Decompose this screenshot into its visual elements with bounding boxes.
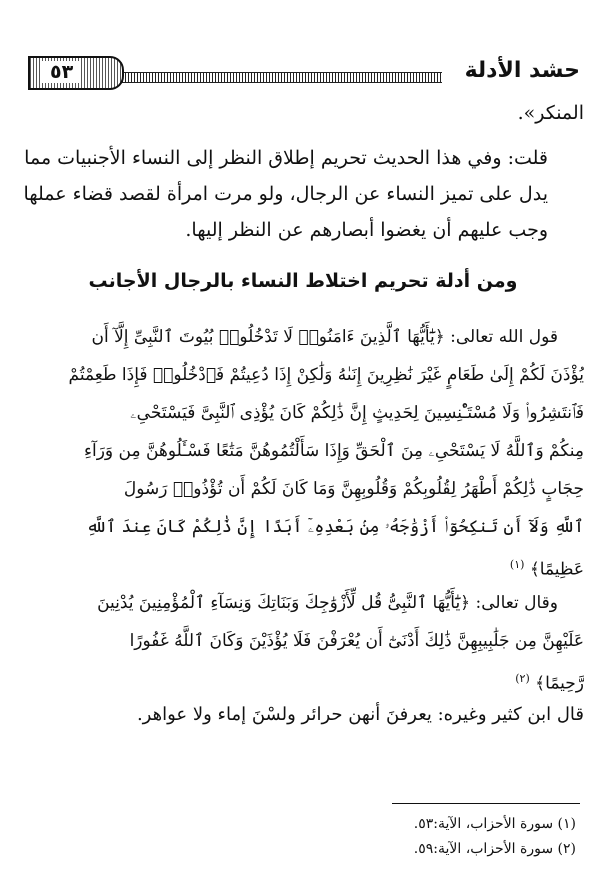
verse-block-2 (22, 584, 584, 703)
footnote-separator (392, 803, 580, 804)
text-line: يدل على تميز النساء عن الرجال، ولو مرت امرأة لقصد قضاء عملها (23, 183, 548, 205)
verse-line: فَٱنتَشِرُوا۟ وَلَا مُسْتَـْٔنِسِينَ لِحَدِيثٍ إِنَّ ذَٰلِكُمْ كَانَ يُؤْذِى ٱلنَّبِىَّ فَيَسْتَحْىِۦ (130, 403, 584, 423)
verse-block-1 (22, 318, 584, 589)
text-line: وجب عليهم أن يغضوا أبصارهم عن النظر إليها. (185, 219, 548, 241)
verse-line: يُؤْذَنَ لَكُمْ إِلَىٰ طَعَامٍ غَيْرَ نَٰظِرِينَ إِنَىٰهُ وَلَٰكِنْ إِذَا دُعِيتُمْ فَٱدْخُلُوا۟ فَإِذَا طَعِمْتُمْ (68, 365, 584, 385)
page-header (26, 50, 582, 92)
text-line: قال ابن كثير وغيره: يعرفنَ أنهن حرائر ولسْنَ إماء ولا عواهر. (136, 704, 584, 725)
continued-text (22, 98, 584, 128)
verse-line: قول الله تعالى: ﴿يَٰٓأَيُّهَا ٱلَّذِينَ ءَامَنُوا۟ لَا تَدْخُلُوا۟ بُيُوتَ ٱلنَّبِىِّ إِلَّآ أَن (91, 327, 558, 347)
commentary-paragraph (22, 700, 602, 730)
verse-line: عَلَيْهِنَّ مِن جَلَٰبِيبِهِنَّ ذَٰلِكَ أَدْنَىٰٓ أَن يُعْرَفْنَ فَلَا يُؤْذَيْنَ وَكَانَ ٱللَّهُ غَفُورًا (129, 631, 584, 651)
header-rule (122, 72, 442, 83)
running-title: حشد الأدلة (464, 58, 580, 83)
footnote-2: (٢) سورة الأحزاب، الآية:٥٩. (413, 841, 576, 857)
verse-line-last (22, 546, 584, 589)
verse-line: حِجَابٍ ذَٰلِكُمْ أَطْهَرُ لِقُلُوبِكُمْ وَقُلُوبِهِنَّ وَمَا كَانَ لَكُمْ أَن تُؤْذُوا۟ رَسُولَ (123, 479, 584, 499)
page-number: ٥٣ (42, 61, 81, 83)
text-line: قلت: وفي هذا الحديث تحريم إطلاق النظر إلى النساء الأجنبيات مما (24, 147, 548, 169)
page-number-box (28, 56, 124, 90)
verse-line: ٱللَّهِ وَلَآ أَن تَنكِحُوٓا۟ أَزْوَٰجَهُۥ مِنۢ بَعْدِهِۦٓ أَبَدًا إِنَّ ذَٰلِكُمْ كَانَ عِندَ ٱللَّهِ (86, 517, 584, 537)
paragraph-qult (22, 140, 584, 248)
footnote-ref: (١) (509, 558, 525, 571)
footnote-ref: (٢) (515, 672, 530, 685)
section-heading: ومن أدلة تحريم اختلاط النساء بالرجال الأجانب (88, 270, 518, 292)
verse-line: وقال تعالى: ﴿يَٰٓأَيُّهَا ٱلنَّبِىُّ قُل لِّأَزْوَٰجِكَ وَبَنَاتِكَ وَنِسَآءِ ٱلْمُؤْمِنِينَ يُدْنِينَ (97, 593, 558, 613)
footnotes (414, 812, 576, 862)
verse-text: عَظِيمًا﴾ (529, 559, 584, 580)
verse-line: مِنكُمْ وَٱللَّهُ لَا يَسْتَحْىِۦ مِنَ ٱلْحَقِّ وَإِذَا سَأَلْتُمُوهُنَّ مَتَٰعًا فَسْـَٔلُوهُنَّ مِن وَرَآءِ (84, 441, 584, 461)
footnote-1: (١) سورة الأحزاب، الآية:٥٣. (413, 816, 576, 832)
verse-line-last (22, 660, 584, 703)
text-line: المنكر». (517, 102, 584, 124)
verse-text: رَّحِيمًا﴾ (535, 673, 584, 694)
